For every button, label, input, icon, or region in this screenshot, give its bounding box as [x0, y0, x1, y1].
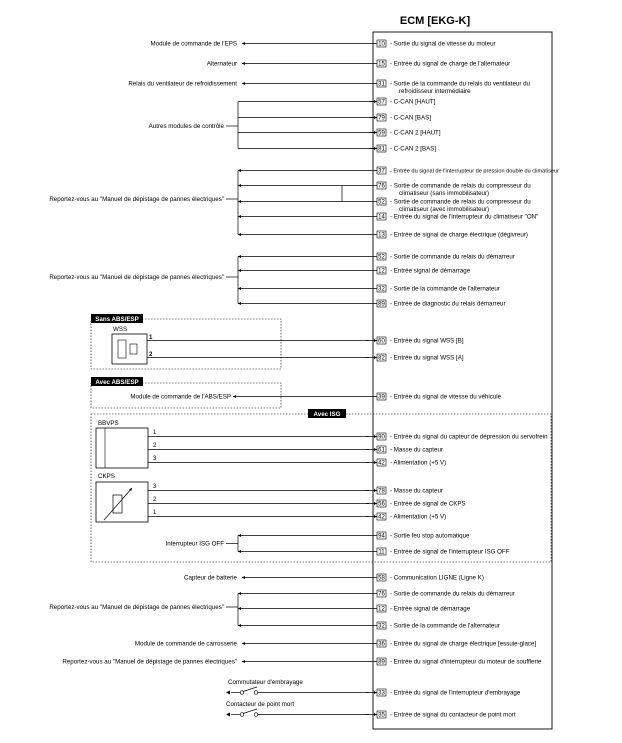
neutral-switch-label: Contacteur de point mort — [226, 701, 295, 708]
can-bus-bracket — [149, 102, 238, 149]
pin-number: 94 — [378, 533, 385, 540]
ecm-pin-row — [238, 285, 500, 293]
pin-number: 52 — [378, 254, 385, 261]
pin-number: 42 — [378, 460, 385, 467]
pin-number: 57 — [378, 99, 385, 106]
ecm-pin-row — [366, 354, 464, 362]
pin-description: - Entrée de signal du contacteur de point mort — [390, 711, 516, 719]
pin-description: - C-CAN 2 [HAUT] — [390, 129, 441, 137]
sans-abs-esp-badge: Sans ABS/ESP — [95, 316, 139, 323]
ecm-pin-row — [207, 60, 510, 68]
pin-number: 35 — [378, 712, 385, 719]
ecm-pin-row — [366, 459, 446, 467]
wss-sensor — [112, 334, 147, 364]
pin-number: 13 — [378, 232, 385, 239]
starter-group-bracket-2 — [49, 594, 238, 626]
pin-description: - Entrée du signal d'interrupteur du moteur de soufflerie — [390, 658, 542, 666]
pin-number: 76 — [378, 591, 385, 598]
pin-description: - Sortie feu stop automatique — [390, 532, 470, 540]
pin-description: - Entrée signal de démarrage — [390, 267, 471, 275]
bbvps-sensor — [96, 428, 148, 468]
ecm-pin-row — [366, 513, 446, 521]
reportez-label-3: Reportez-vous au "Manuel de dépistage de pannes électriques" — [49, 604, 224, 611]
pin-description: - Entrée du signal de l'interrupteur de pression double du climatiseur — [390, 168, 559, 175]
ecm-pin-row — [238, 253, 515, 261]
ecm-pin-row — [238, 267, 471, 275]
pin-number: 11 — [378, 549, 385, 556]
ecm-pin-row — [238, 213, 538, 221]
ecm-pin-row — [366, 711, 516, 719]
pin-description-line2: refroidisseur intermédiaire — [399, 88, 471, 95]
wss-pin-2: 2 — [149, 352, 153, 358]
pin-description: - Sortie de commande du relais du démarreur — [390, 253, 515, 261]
pin-description: - Entrée du signal de l'interrupteur d'embrayage — [390, 689, 521, 697]
pin-number: 81 — [378, 146, 385, 153]
pin-number: 32 — [378, 623, 385, 630]
pin-number: 36 — [378, 641, 385, 648]
pin-number: 37 — [378, 168, 385, 175]
pin-number: 10 — [378, 41, 385, 48]
pin-description: - Entrée du signal WSS [A] — [390, 354, 464, 362]
pin-description: - Entrée signal de démarrage — [390, 605, 471, 613]
avec-abs-esp-box — [91, 377, 281, 408]
ecm-pin-row — [366, 487, 443, 495]
avec-isg-badge: Avec ISG — [313, 411, 341, 418]
pin-number: 59 — [378, 130, 385, 137]
avec-abs-esp-badge: Avec ABS/ESP — [95, 379, 139, 386]
pin-description: - Entrée du signal de charge de l'alternateur — [390, 60, 511, 68]
pin-description: - Communication LIGNE (Ligne K) — [390, 574, 484, 582]
pin-number: 42 — [378, 514, 385, 521]
abs-module-label: Module de commande de l'ABS/ESP — [130, 393, 231, 401]
ecm-pin-row — [238, 167, 559, 175]
ecm-pin-row — [238, 198, 531, 213]
pin-number: 89 — [378, 659, 385, 666]
ecm-pin-row — [238, 182, 531, 197]
ecm-pin-row — [238, 114, 431, 122]
starter-group-bracket — [49, 257, 238, 304]
ecm-pin-row — [135, 640, 537, 648]
pin-description: - Entrée de signal de l'interrupteur ISG OFF — [390, 548, 510, 556]
sans-abs-esp-box — [91, 314, 369, 369]
ecm-pin-row — [238, 590, 515, 598]
pin-description: - Alimentation (+5 V) — [390, 459, 447, 467]
pin-number: 76 — [378, 183, 385, 190]
avec-isg-box — [91, 409, 551, 562]
ecm-title: ECM [EKG-K] — [399, 15, 471, 27]
ecm-pin-row — [366, 500, 466, 508]
pin-number: 78 — [378, 488, 385, 495]
ecm-pin-row — [151, 40, 496, 48]
clutch-switch-label: Commutateur d'embrayage — [228, 679, 303, 686]
ecm-pin-row — [238, 98, 436, 106]
ecm-pin-row — [238, 145, 436, 153]
ckps-pin-3: 3 — [153, 484, 157, 490]
ecm-pin-row — [184, 574, 484, 582]
pin-number: 33 — [378, 690, 385, 697]
pin-description: - Entrée du signal du capteur de dépression du servofrein — [390, 433, 548, 441]
ac-group-bracket — [49, 171, 342, 235]
pin-description: - Alimentation (+5 V) — [390, 513, 447, 521]
other-control-modules-label: Autres modules de contrôle — [148, 123, 224, 130]
ecm-pin-row — [366, 689, 521, 697]
target-label: Module de commande de carrosserie — [134, 640, 237, 648]
ecm-pin-row — [366, 433, 548, 441]
pin-description: - Sortie de la commande de l'alternateur — [390, 622, 500, 630]
pin-description: - Sortie de la commande du relais du ventilateur du — [390, 80, 530, 88]
bbvps-pin-2: 2 — [153, 443, 157, 449]
pin-description: - Sortie de commande du relais du démarreur — [390, 590, 515, 598]
ecm-pin-row — [233, 393, 502, 401]
pin-number: 61 — [378, 447, 385, 454]
pin-description: - Entrée de diagnostic du relais démarreur — [390, 300, 506, 308]
reportez-label-2: Reportez-vous au "Manuel de dépistage de pannes électriques" — [49, 274, 224, 281]
pin-description: - C-CAN 2 [BAS] — [390, 145, 437, 153]
reportez-label-1: Reportez-vous au "Manuel de dépistage de pannes électriques" — [49, 196, 224, 203]
pin-description-line2: climatiseur (avec immobilisateur) — [399, 206, 490, 213]
clutch-switch — [226, 679, 369, 695]
pin-description: - Masse du capteur — [390, 446, 443, 454]
pin-description: - Sortie de commande de relais du compresseur du — [390, 182, 531, 190]
ecm-pin-row — [238, 231, 528, 239]
wss-label: WSS — [113, 326, 128, 333]
pin-number: 60 — [378, 338, 385, 345]
pin-description: - Entrée de signal de CKPS — [390, 500, 466, 508]
pin-number: 14 — [378, 214, 385, 221]
pin-description: - Masse du capteur — [390, 487, 443, 495]
ecm-pin-row — [238, 605, 471, 613]
ecm-pin-row — [366, 337, 464, 345]
pin-number: 90 — [378, 434, 385, 441]
pin-description-line2: climatiseur (sans immobilisateur) — [399, 190, 490, 197]
ecm-pin-row — [62, 658, 542, 666]
pin-number: 32 — [378, 286, 385, 293]
pin-number: 56 — [378, 501, 385, 508]
bbvps-pin-1: 1 — [153, 430, 157, 436]
pin-description: - Entrée du signal WSS [B] — [390, 337, 464, 345]
pin-number: 52 — [378, 199, 385, 206]
pin-number: 12 — [378, 268, 385, 275]
ckps-label: CKPS — [98, 473, 115, 480]
pin-number: 31 — [378, 81, 385, 88]
pin-number: 89 — [378, 301, 385, 308]
bbvps-label: BBVPS — [98, 420, 119, 427]
neutral-switch — [226, 701, 369, 717]
pin-number: 79 — [378, 115, 385, 122]
pin-description: - Entrée du signal de vitesse du véhicule — [390, 393, 502, 401]
ecm-pin-row — [238, 300, 506, 308]
pin-number: 15 — [378, 61, 385, 68]
target-label: Module de commande de l'EPS — [150, 40, 237, 48]
pin-description: - C-CAN [BAS] — [390, 114, 431, 122]
pin-number: 39 — [378, 394, 385, 401]
pin-number: 12 — [378, 606, 385, 613]
ecm-pin-row — [238, 548, 510, 556]
wss-pin-1: 1 — [149, 335, 153, 341]
target-label: Alternateur — [206, 60, 237, 68]
ecm-pin-row — [128, 80, 530, 95]
bbvps-pin-3: 3 — [153, 456, 157, 462]
pin-description: - Entrée du signal de charge électrique [essuie-glace] — [390, 640, 537, 648]
pin-description: - Entrée de signal de charge électrique (dégivreur) — [390, 231, 528, 239]
isg-off-switch-label: Interrupteur ISG OFF — [165, 540, 224, 548]
ckps-pin-1: 1 — [153, 510, 157, 516]
target-label: Reportez-vous au "Manuel de dépistage de pannes électriques" — [62, 658, 237, 666]
pin-description: - Entrée du signal de l'interrupteur du climatiseur "ON" — [390, 213, 539, 221]
target-label: Relais du ventilateur de refroidissement — [128, 80, 237, 88]
ckps-pin-2: 2 — [153, 497, 157, 503]
pin-description: - Sortie du signal de vitesse du moteur — [390, 40, 496, 48]
pin-description: - Sortie de la commande de l'alternateur — [390, 285, 500, 293]
ecm-pin-row — [366, 446, 443, 454]
target-label: Capteur de batterie — [184, 574, 237, 582]
ecm-pin-row — [238, 532, 470, 540]
ecm-pin-row — [238, 622, 500, 630]
pin-description: - C-CAN [HAUT] — [390, 98, 436, 106]
pin-description: - Sortie de commande de relais du compresseur du — [390, 198, 531, 206]
ecm-pin-row — [238, 129, 441, 137]
pin-number: 82 — [378, 355, 385, 362]
pin-number: 58 — [378, 575, 385, 582]
